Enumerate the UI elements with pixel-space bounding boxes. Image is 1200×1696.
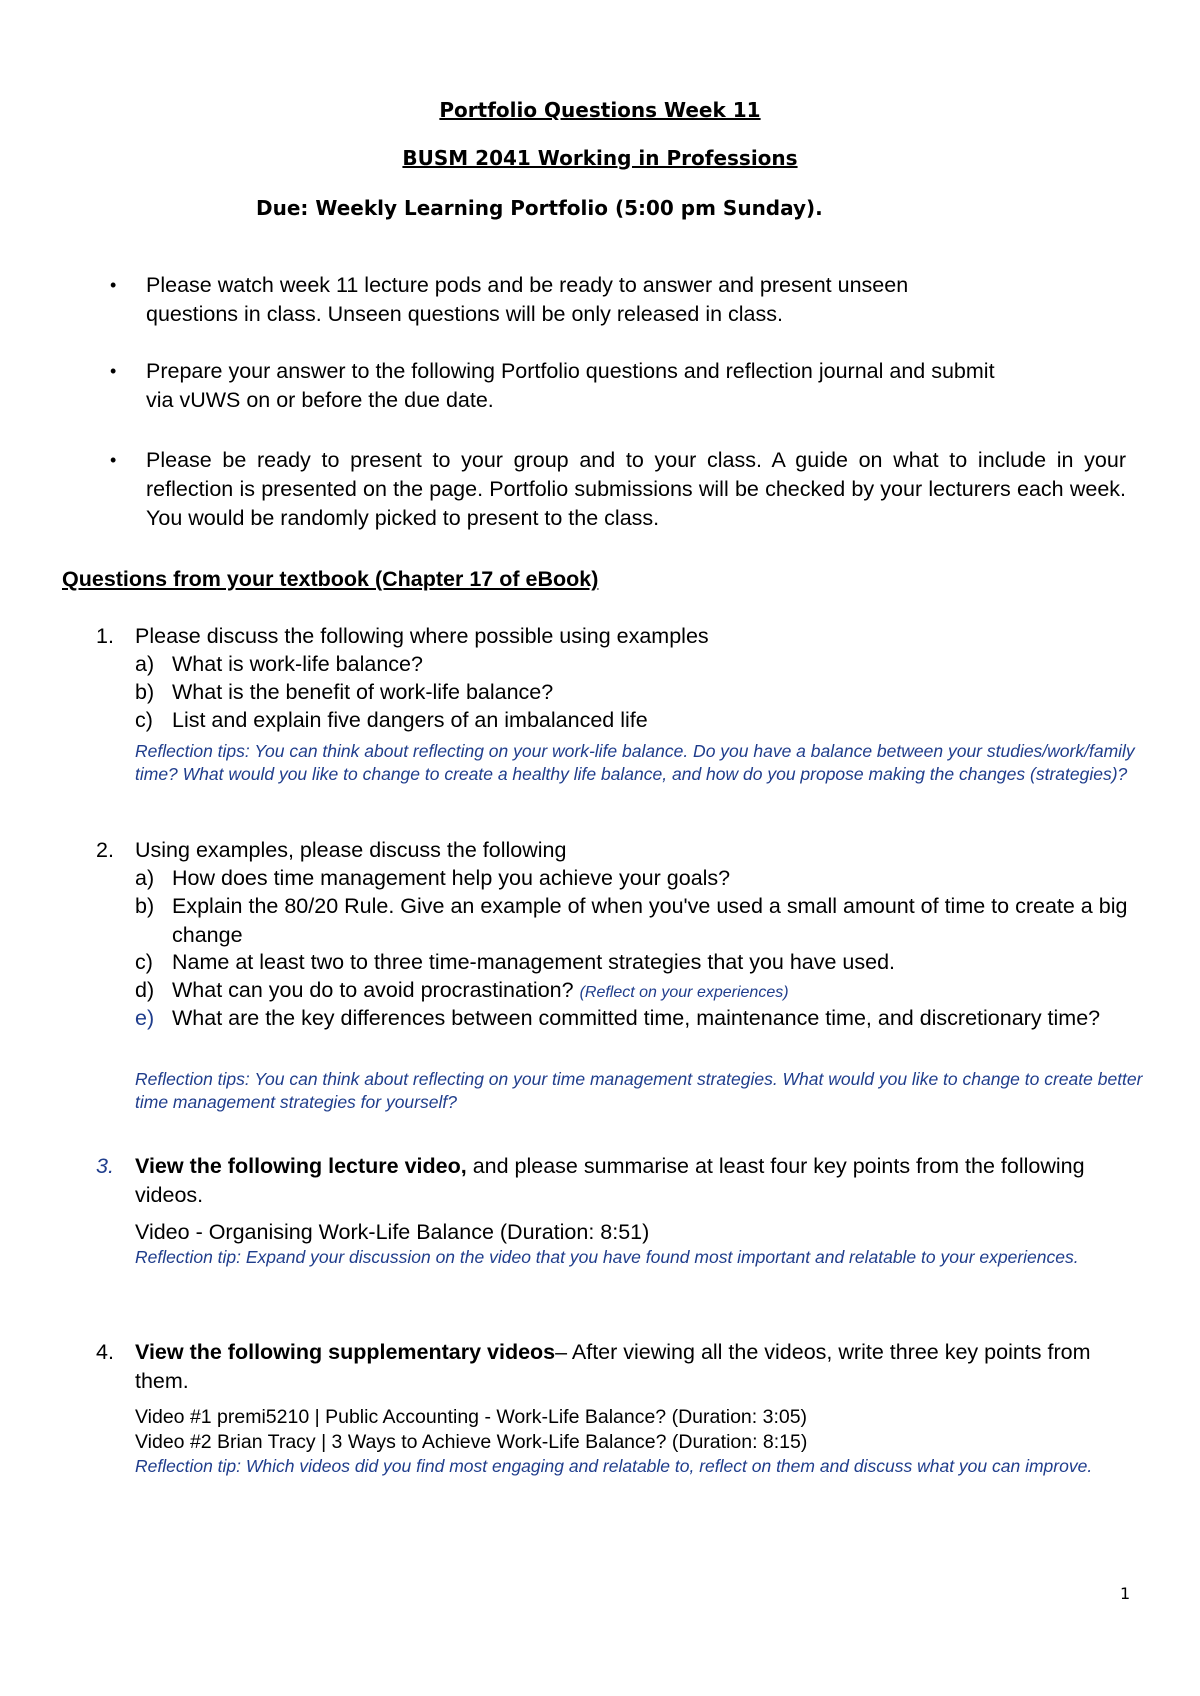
reflection-tip: Reflection tip: Expand your discussion on the video that you have found most important and relatable to your experiences.: [135, 1247, 1079, 1267]
sub-text: What is the benefit of work-life balance?: [172, 680, 554, 704]
question-number: 4.: [96, 1340, 114, 1364]
sub-question: [135, 678, 1135, 707]
sub-question: [135, 1004, 1135, 1033]
due-line: Due: Weekly Learning Portfolio (5:00 pm Sunday).: [256, 196, 823, 220]
page-number: 1: [1120, 1584, 1131, 1603]
sub-label: c): [135, 950, 153, 974]
sub-label: d): [135, 978, 155, 1002]
bullet-item: [110, 271, 1130, 329]
question-text: [135, 1338, 1125, 1396]
bullet-text: Please be ready to present to your group and to your class. A guide on what to include in your reflection is presented on the page. Portfolio submissions will be checked by your lecturers each week. You would be randomly picked to present to the class.: [146, 448, 1126, 530]
sub-question: [135, 976, 1135, 1005]
sub-text: What are the key differences between committed time, maintenance time, and discretionary time?: [172, 1006, 1101, 1030]
sub-text: [172, 976, 1135, 1005]
question-text: Using examples, please discuss the following: [135, 838, 567, 862]
bullet-dot: •: [110, 275, 117, 295]
question-number: 3.: [96, 1154, 114, 1178]
document-title: Portfolio Questions Week 11: [439, 98, 761, 122]
reflection-tip: Reflection tip: Which videos did you find most engaging and relatable to, reflect on them and discuss what you can improve.: [135, 1456, 1093, 1476]
sub-question: [135, 864, 1135, 893]
question-text: [135, 1152, 1125, 1210]
question-rest: and please summarise at least four key points from the following videos.: [135, 1154, 1085, 1207]
sub-text: List and explain five dangers of an imbalanced life: [172, 708, 648, 732]
video-title: Video - Organising Work-Life Balance (Duration: 8:51): [135, 1220, 650, 1244]
bullet-item: [110, 357, 1130, 415]
bullet-text: via vUWS on or before the due date.: [146, 388, 494, 412]
bullet-dot: •: [110, 450, 117, 470]
sub-question: [135, 892, 1135, 950]
sub-question: [135, 948, 1135, 977]
course-title: BUSM 2041 Working in Professions: [402, 146, 798, 170]
sub-label: e): [135, 1006, 155, 1030]
sub-question: [135, 650, 1135, 679]
sub-label: a): [135, 652, 155, 676]
sub-text: Name at least two to three time-management strategies that you have used.: [172, 950, 896, 974]
bullet-text: Please watch week 11 lecture pods and be ready to answer and present unseen: [146, 273, 909, 297]
question-bold: View the following lecture video,: [135, 1154, 467, 1178]
video-item: Video #1 premi5210 | Public Accounting - Work-Life Balance? (Duration: 3:05): [135, 1406, 808, 1428]
bullet-text: Prepare your answer to the following Portfolio questions and reflection journal and submit: [146, 359, 995, 383]
question-number: 1.: [96, 624, 114, 648]
bullet-dot: •: [110, 361, 117, 381]
sub-label: a): [135, 866, 155, 890]
question-rest: – After viewing all the videos, write three key points from them.: [135, 1340, 1091, 1393]
question-text: Please discuss the following where possible using examples: [135, 624, 709, 648]
section-heading: Questions from your textbook (Chapter 17 of eBook): [62, 567, 599, 591]
bullet-item: [110, 446, 1130, 533]
reflection-tip: Reflection tips: You can think about reflecting on your work-life balance. Do you have a balance between your studies/work/family time? What would you like to change to create a healthy life balance, and how do you propose making the changes (strategies)?: [135, 741, 1135, 784]
sub-label: b): [135, 894, 155, 918]
sub-text: Explain the 80/20 Rule. Give an example of when you've used a small amount of time to create a big change: [172, 894, 1128, 947]
sub-text: What is work-life balance?: [172, 652, 423, 676]
question-number: 2.: [96, 838, 114, 862]
sub-label: b): [135, 680, 155, 704]
reflection-tip: Reflection tips: You can think about reflecting on your time management strategies. What would you like to change to create better time management strategies for yourself?: [135, 1069, 1143, 1112]
video-item: Video #2 Brian Tracy | 3 Ways to Achieve Work-Life Balance? (Duration: 8:15): [135, 1431, 808, 1453]
sub-text-main: What can you do to avoid procrastination?: [172, 978, 574, 1002]
sub-text: How does time management help you achieve your goals?: [172, 866, 731, 890]
sub-question: [135, 706, 1135, 735]
sub-label: c): [135, 708, 153, 732]
bullet-text: questions in class. Unseen questions will be only released in class.: [146, 302, 783, 326]
question-bold: View the following supplementary videos: [135, 1340, 556, 1364]
reflect-note: (Reflect on your experiences): [579, 984, 789, 1001]
